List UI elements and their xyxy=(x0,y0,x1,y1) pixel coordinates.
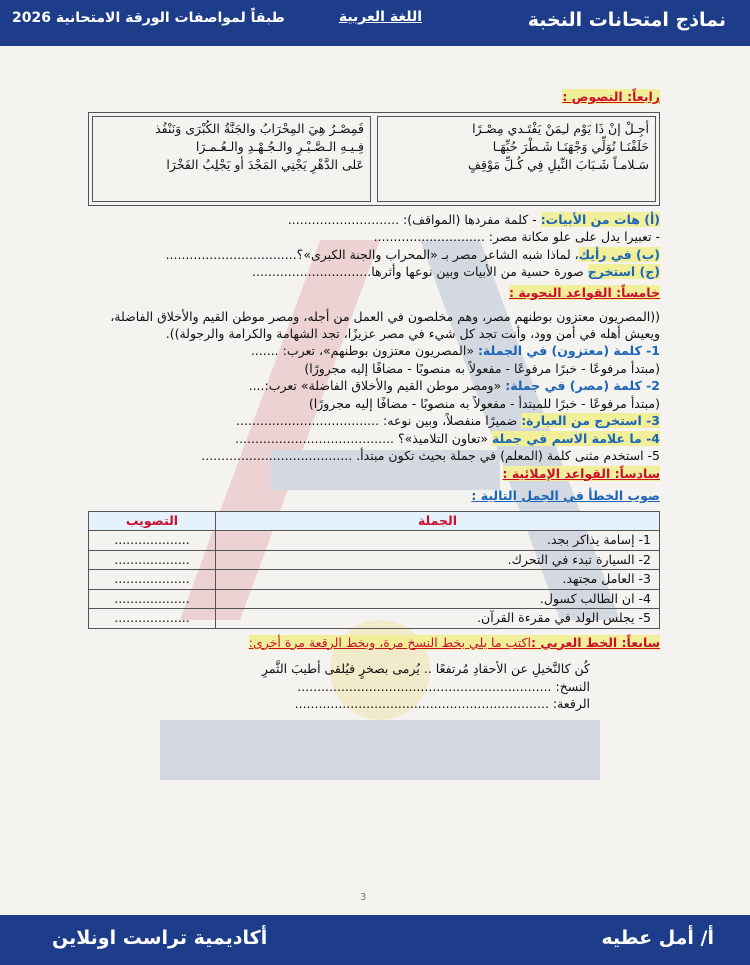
grammar-q1 xyxy=(88,343,660,360)
grammar-passage: ((المصريون معتزون بوطنهم مصر، وهم مخلصون في العمل من أجله، ومصر موطن القيم والأخلاق الفاضلة، ويعيش أهله في أمن وود، وأنت تجد كل شيء في مصر عزيزًا، تجد الشهامة والكرامة والرجولة)). xyxy=(110,309,660,341)
grammar-q1-label: 1- كلمة (معتزون) في الجملة: xyxy=(477,343,660,358)
grammar-q5: 5- استخدم مثنى كلمة (المعلم) في جملة بحيث تكون مبتدأ. ...................................... xyxy=(201,448,660,463)
poem-line: سَـلامـاً شَـبَابَ النِّيلِ فِي كُـلِّ مَوْقِفٍ xyxy=(468,156,649,172)
spelling-intro xyxy=(88,488,660,505)
section5-title: خامساً: القواعد النحوية : xyxy=(509,284,660,300)
header-spec: طبقاً لمواصفات الورقة الامتحانية 2026 xyxy=(12,10,285,26)
page-number: 3 xyxy=(360,892,367,903)
col-correction: التصويب xyxy=(89,511,216,531)
correction-cell[interactable]: ................... xyxy=(89,589,216,609)
grammar-q1-text: «المصريون معتزون بوطنهم»، تعرب: ....... xyxy=(250,343,478,358)
grammar-q4 xyxy=(88,431,660,448)
sentence-cell: 2- السيارة تبدء في التحرك. xyxy=(216,550,660,570)
question-a2: - تعبيرا يدل على علو مكانة مصر: ............................ xyxy=(373,229,660,244)
poem-line: فِـيـهِ الـصَّـبْـرِ والـجُـهْـدِ والـعُـمـرَا xyxy=(195,138,364,154)
grammar-q3-text: ضميرًا منفصلاً، وبين نوعه: .................................... xyxy=(236,413,522,428)
header-title: نماذج امتحانات النخبة xyxy=(527,9,726,31)
section6-heading xyxy=(88,466,660,483)
correction-table xyxy=(88,511,660,629)
grammar-q2-label: 2- كلمة (مصر) في جملة: xyxy=(505,378,660,393)
table-row xyxy=(89,609,660,629)
correction-cell[interactable]: ................... xyxy=(89,531,216,551)
grammar-q3-label: 3- استخرج من العبارة: xyxy=(521,413,660,428)
question-b-label: (ب) في رأيك xyxy=(578,246,660,262)
question-a-label: (أ) هات من الأبيات: xyxy=(540,211,660,227)
correction-cell[interactable]: ................... xyxy=(89,609,216,629)
poem-right-column xyxy=(377,116,656,202)
grammar-q4-label: 4- ما علامة الاسم في جملة xyxy=(491,430,660,446)
exam-content xyxy=(88,88,660,714)
grammar-q2-options: (مبتدأ مرفوعًا - خبرًا للمبتدأ - مفعولاً به منصوبًا - مضافًا إليه مجرورًا) xyxy=(308,395,660,411)
question-b xyxy=(88,247,660,264)
question-c-label: (ج) استخرج xyxy=(587,264,660,279)
section4-heading xyxy=(88,89,660,106)
poem-left-column xyxy=(92,116,371,202)
ruqaa-line[interactable]: الرقعة: ................................................................ xyxy=(294,696,590,711)
poem-line: أجِـلْ إنْ ذَا يَوْم لـِمَنْ يَفْتَـدي مِصْـرًا xyxy=(472,120,649,136)
correction-cell[interactable]: ................... xyxy=(89,570,216,590)
grammar-q4-text: «تعاون التلاميذ»؟ ........................................ xyxy=(235,430,492,446)
grammar-q1-options: (مبتدأ مرفوعًا - خبرًا مرفوعًا - مفعولاً به منصوبًا - مضافًا إليه مجرورًا) xyxy=(304,360,660,376)
footer-academy: أكاديمية تراست اونلاين xyxy=(52,927,268,949)
poem-line: حَلَفْنَـا نُوَلِّي وَجْهَنَـا شَـطْرَ حُبِّهَـا xyxy=(492,138,649,154)
section7-heading xyxy=(88,635,660,652)
col-sentence: الجملة xyxy=(216,511,660,531)
section4-title: رابعاً: النصوص : xyxy=(562,89,660,104)
section7-title: سابعاً: الخط العربي : xyxy=(530,634,660,650)
section6-title: سادساً: القواعد الإملائية : xyxy=(502,465,660,481)
table-row xyxy=(89,589,660,609)
sentence-cell: 4- ان الطالب كسول. xyxy=(216,589,660,609)
grammar-q2-text: «ومصر موطن القيم والأخلاق الفاضلة» تعرب:.... xyxy=(248,378,506,393)
correction-table-header xyxy=(89,511,660,531)
sentence-cell: 3- العامل مجتهد. xyxy=(216,570,660,590)
poem-line: عَلى الدَّهْرِ يَجْنِي المَجْدَ أو يَجْلِبُ الفَخْرَا xyxy=(166,156,364,172)
poem-box xyxy=(88,112,660,206)
spelling-intro-text: صوب الخطأ في الجمل التالية : xyxy=(471,488,660,503)
table-row xyxy=(89,531,660,551)
poem-line: فَمِصْـرُ هِيَ المِحْرَابُ والجَنَّةُ الكُبْرَى وَنَنْفُذ xyxy=(155,120,364,136)
table-row xyxy=(89,570,660,590)
question-b-text: ، لماذا شبه الشاعر مصر بـ «المحراب والجنة الكبرى»؟................................. xyxy=(165,246,579,262)
section5-heading xyxy=(88,285,660,302)
question-a xyxy=(88,212,660,229)
page-header xyxy=(0,0,750,46)
section7-instruction: اكتب ما يلي بخط النسخ مرة، وبخط الرقعة مرة أخرى: xyxy=(248,634,531,650)
sentence-cell: 5- يجلس الولد في مقرءة القرآن. xyxy=(216,609,660,629)
correction-cell[interactable]: ................... xyxy=(89,550,216,570)
question-a-text: - كلمة مفردها (المواقف): ............................ xyxy=(287,211,541,227)
calligraphy-verse: كُن كالنَّخيلِ عن الأحقادِ مُرتفعًا .. يُرمى بصخرٍ فيُلقى أطيبَ الثَّمرِ xyxy=(261,661,590,676)
question-c-text: صورة حسية من الأبيات وبين نوعها وأثرها.............................. xyxy=(252,264,588,279)
table-row xyxy=(89,550,660,570)
grammar-q2 xyxy=(88,378,660,395)
grammar-q3 xyxy=(88,413,660,430)
naskh-line[interactable]: النسخ: ................................................................ xyxy=(297,678,590,694)
page-footer xyxy=(0,915,750,965)
footer-author: أ/ أمل عطيه xyxy=(601,927,714,949)
sentence-cell: 1- إسامة يذاكر بجد. xyxy=(216,531,660,551)
question-c xyxy=(88,264,660,281)
header-subject: اللغة العربية xyxy=(338,9,422,25)
